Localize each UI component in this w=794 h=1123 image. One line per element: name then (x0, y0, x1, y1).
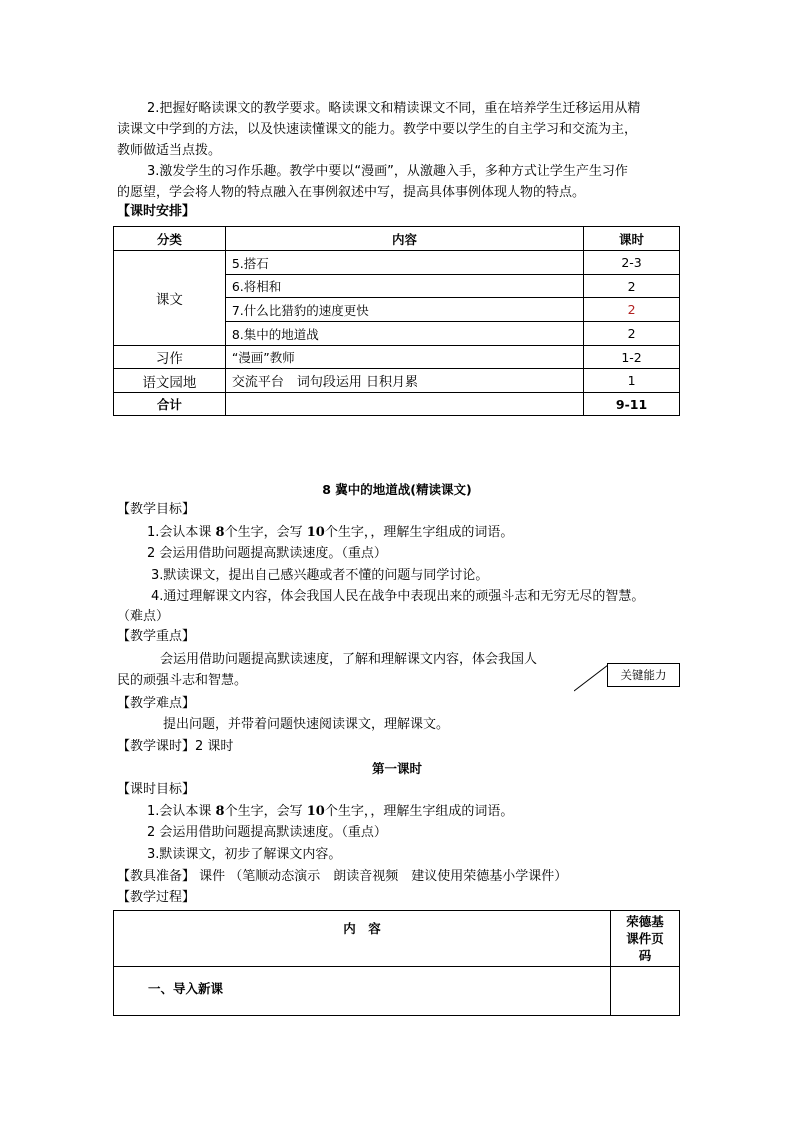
goal-3: 3.默读课文，提出自己感兴趣或者不懂的问题与同学讨论。 (151, 568, 489, 583)
row-content (225, 393, 583, 416)
process-heading: 【教学过程】 (117, 890, 196, 905)
goal-1-text: 个生字，，理解生字组成的词语。 (324, 525, 514, 540)
header-content: 内容 (225, 227, 583, 251)
callout-connector (574, 664, 608, 692)
schedule-table-header-row (114, 227, 680, 251)
row-content: 6.将相和 (225, 275, 583, 298)
key-line-1: 会运用借助问题提高默读速度，了解和理解课文内容，体会我国人 (160, 652, 538, 667)
row-hours: 1-2 (584, 346, 680, 369)
key-line-2: 民的顽强斗志和智慧。 (117, 673, 248, 688)
row-hours: 2-3 (584, 251, 680, 275)
schedule-table (113, 226, 680, 416)
intro-paragraph-2-line-1: 2.把握好略读课文的教学要求。略读课文和精读课文不同，重在培养学生迁移运用从精 (147, 101, 641, 116)
process-header-page-line: 课件页 (626, 931, 664, 946)
row-hours: 2 (584, 322, 680, 346)
intro-paragraph-2-line-2: 读课文中学到的方法，以及快速读懂课文的能力。教学中要以学生的自主学习和交流为主， (117, 122, 638, 137)
period-goal-1 (147, 801, 513, 822)
intro-paragraph-3-line-2: 的愿望，学会将人物的特点融入在事例叙述中写，提高具体事例体现人物的特点。 (117, 185, 586, 200)
period-goal-1-number: 10 (306, 804, 325, 819)
teaching-hours-value: 2 课时 (195, 739, 234, 754)
period-goal-1-text: 个生字，，理解生字组成的词语。 (324, 804, 514, 819)
key-heading: 【教学重点】 (117, 629, 196, 644)
table-row (114, 346, 680, 369)
teaching-hours (117, 736, 233, 757)
goal-1-text: 个生字，会写 (224, 525, 307, 540)
row-content: “漫画”教师 (225, 346, 583, 369)
teaching-hours-heading: 【教学课时】 (117, 739, 196, 754)
period-goal-1-number: 8 (215, 804, 225, 819)
first-lesson-title: 第一课时 (371, 761, 422, 776)
goal-4: 4.通过理解课文内容，体会我国人民在战争中表现出来的顽强斗志和无穷无尽的智慧。 (151, 589, 645, 604)
header-hours: 课时 (584, 227, 680, 251)
intro-paragraph-3-line-1: 3.激发学生的习作乐趣。教学中要以“漫画”，从激趣入手，多种方式让学生产生习作 (147, 164, 628, 179)
goal-1-number: 10 (306, 525, 325, 540)
goal-2: 2 会运用借助问题提高默读速度。（重点） (147, 546, 387, 561)
goal-1-number: 8 (215, 525, 225, 540)
table-row (114, 251, 680, 275)
goals-heading: 【教学目标】 (117, 502, 196, 517)
process-row-page (611, 967, 680, 1016)
row-hours-total: 9-11 (584, 393, 680, 416)
period-goal-1-text: 1.会认本课 (147, 804, 216, 819)
category-total: 合计 (114, 393, 226, 416)
schedule-heading: 【课时安排】 (117, 204, 196, 219)
table-row-total (114, 393, 680, 416)
tools-heading: 【教具准备】 (117, 869, 196, 884)
category-kewen: 课文 (114, 251, 226, 346)
process-header-page-line: 码 (638, 948, 652, 963)
lesson-title: 8 冀中的地道战(精读课文) (322, 482, 472, 497)
row-hours: 2 (584, 298, 680, 322)
row-content: 8.集中的地道战 (225, 322, 583, 346)
tools-text: 课件 （笔顺动态演示 朗读音视频 建议使用荣德基小学课件） (195, 869, 568, 884)
row-hours: 1 (584, 369, 680, 393)
category-xizuo: 习作 (114, 346, 226, 369)
process-row-intro: 一、导入新课 (114, 967, 611, 1016)
process-table (113, 910, 680, 1016)
intro-paragraph-2-line-3: 教师做适当点拨。 (117, 143, 222, 158)
process-header-page (611, 911, 680, 967)
table-row (114, 369, 680, 393)
goal-1 (147, 522, 513, 543)
row-content: 交流平台 词句段运用 日积月累 (225, 369, 583, 393)
difficulty-text: 提出问题，并带着问题快速阅读课文，理解课文。 (163, 717, 450, 732)
process-table-header-row (114, 911, 680, 967)
process-header-page-line: 荣德基 (626, 914, 664, 929)
row-content: 5.搭石 (225, 251, 583, 275)
row-hours: 2 (584, 275, 680, 298)
period-goal-2: 2 会运用借助问题提高默读速度。（重点） (147, 825, 387, 840)
category-yuandi: 语文园地 (114, 369, 226, 393)
tools (117, 866, 567, 887)
process-header-content: 内 容 (114, 911, 611, 967)
key-ability-callout: 关键能力 (607, 663, 680, 687)
period-goals-heading: 【课时目标】 (117, 782, 196, 797)
table-row (114, 967, 680, 1016)
row-content: 7.什么比猎豹的速度更快 (225, 298, 583, 322)
goal-4-tail: （难点） (117, 609, 170, 624)
difficulty-heading: 【教学难点】 (117, 696, 196, 711)
header-category: 分类 (114, 227, 226, 251)
goal-1-text: 1.会认本课 (147, 525, 216, 540)
period-goal-1-text: 个生字，会写 (224, 804, 307, 819)
period-goal-3: 3.默读课文，初步了解课文内容。 (147, 847, 342, 862)
